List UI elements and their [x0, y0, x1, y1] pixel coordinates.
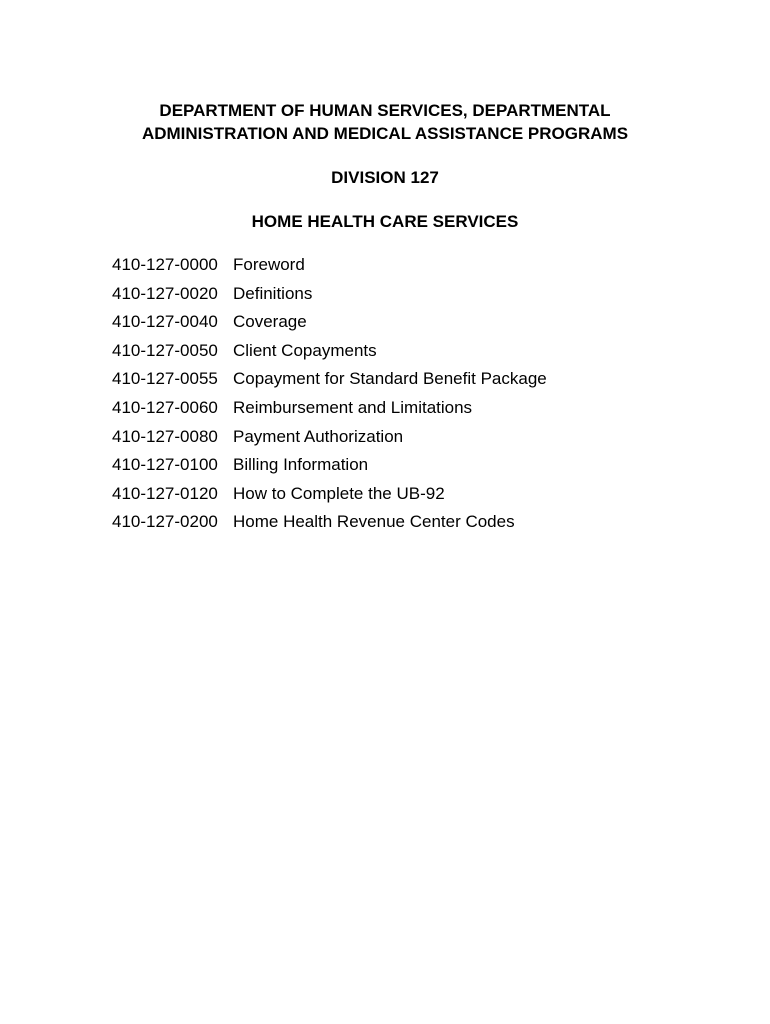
rule-index-row: [112, 483, 732, 512]
division-title: HOME HEALTH CARE SERVICES: [251, 212, 519, 231]
rule-index-row: [112, 340, 732, 369]
department-heading-line-1: DEPARTMENT OF HUMAN SERVICES, DEPARTMENTAL: [159, 101, 611, 120]
rule-number: 410-127-0055: [112, 369, 218, 389]
rule-index-row: [112, 283, 732, 312]
rule-index-row: [112, 426, 732, 455]
rule-title: Home Health Revenue Center Codes: [233, 512, 515, 532]
rule-index-row: [112, 454, 732, 483]
rule-number: 410-127-0000: [112, 255, 218, 274]
rule-title: Foreword: [233, 255, 305, 274]
rule-index-row: [112, 311, 732, 340]
rule-index-row: [112, 368, 732, 397]
rule-index-row: [112, 511, 732, 540]
rule-title: Definitions: [233, 283, 313, 303]
rule-index-list: [112, 254, 732, 540]
rule-number: 410-127-0060: [112, 397, 218, 417]
rule-title: How to Complete the UB-92: [233, 483, 445, 503]
rule-number: 410-127-0050: [112, 340, 218, 360]
rule-title: Billing Information: [233, 455, 369, 475]
rule-index-row: [112, 397, 732, 426]
rule-number: 410-127-0120: [112, 483, 218, 503]
rule-title: Reimbursement and Limitations: [233, 397, 473, 417]
rule-title: Coverage: [233, 312, 307, 332]
department-heading-line-2: ADMINISTRATION AND MEDICAL ASSISTANCE PROGRAMS: [141, 124, 629, 143]
rule-number: 410-127-0040: [112, 312, 218, 332]
rule-number: 410-127-0080: [112, 426, 218, 446]
division-heading: DIVISION 127: [331, 168, 439, 187]
rule-number: 410-127-0020: [112, 283, 218, 303]
rule-title: Client Copayments: [233, 340, 377, 360]
rule-number: 410-127-0100: [112, 455, 218, 475]
rule-number: 410-127-0200: [112, 512, 218, 532]
rule-index-row: [112, 254, 732, 283]
rule-title: Payment Authorization: [233, 426, 404, 446]
rule-title: Copayment for Standard Benefit Package: [233, 369, 547, 389]
